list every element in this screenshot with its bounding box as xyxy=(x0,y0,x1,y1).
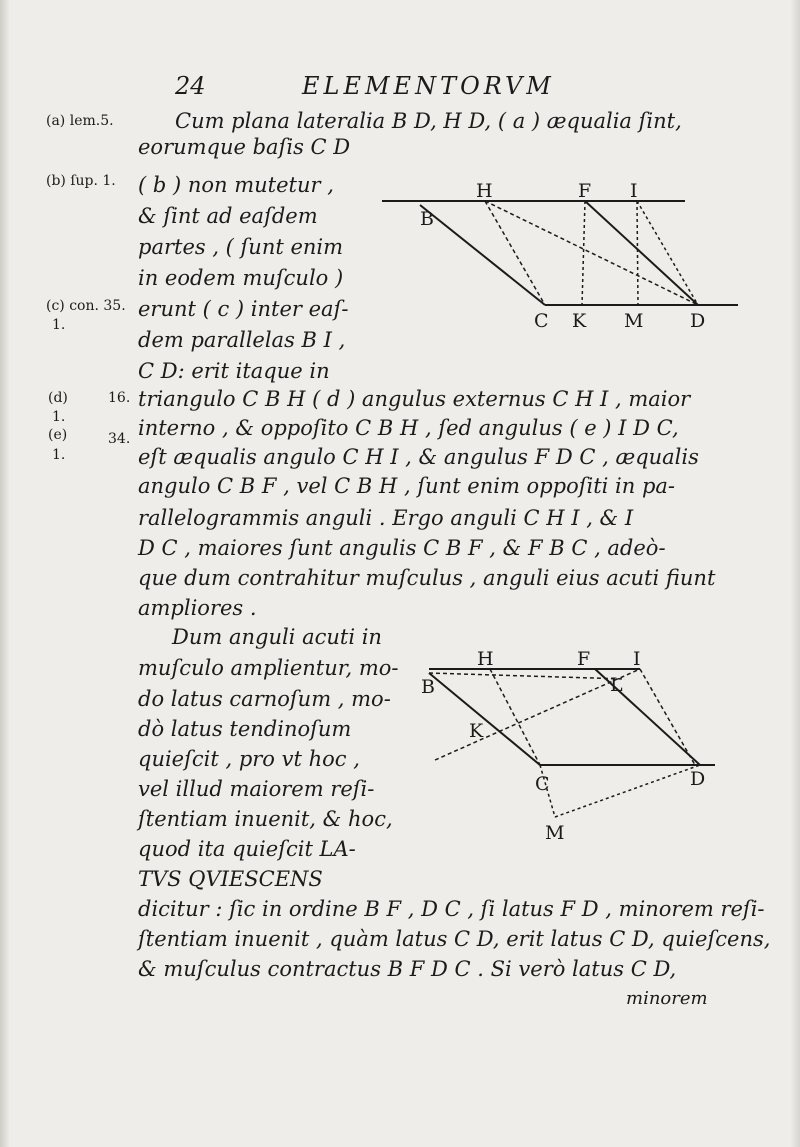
text-line: TVS QVIESCENS xyxy=(138,867,323,891)
text-line: & ſint ad eaſdem xyxy=(138,204,318,228)
margin-note: (c) con. 35. xyxy=(46,298,126,314)
text-line: dicitur : ſic in ordine B F , D C , ſi latus F D , minorem reſi- xyxy=(138,897,765,921)
text-line: D C , maiores ſunt angulis C B F , & F B C , adeò- xyxy=(138,536,666,560)
label-H: H xyxy=(476,180,493,202)
label-K: K xyxy=(572,310,587,332)
text-line: eſt æqualis angulo C H I , & angulus F D C , æqualis xyxy=(138,445,699,469)
text-line: dem parallelas B I , xyxy=(138,328,346,352)
dotted-HC xyxy=(485,201,545,305)
text-line: muſculo amplientur, mo- xyxy=(138,656,399,680)
label-I: I xyxy=(633,648,641,670)
side-BC xyxy=(429,673,540,765)
margin-note: (a) lem.5. xyxy=(46,113,114,129)
dotted-ID xyxy=(637,201,698,305)
label-B: B xyxy=(420,208,434,230)
text-line: triangulo C B H ( d ) angulus externus C H I , maior xyxy=(138,387,691,411)
label-M: M xyxy=(624,310,644,332)
text-line: eorumque baſis C D xyxy=(138,135,351,159)
dotted-FK xyxy=(582,201,585,305)
figure-parallelogram-1 xyxy=(360,175,750,335)
text-line: interno , & oppoſito C B H , ſed angulus ( e ) I D C, xyxy=(138,416,679,440)
text-line: ( b ) non mutetur , xyxy=(138,173,334,197)
label-D: D xyxy=(690,310,706,332)
text-line: C D: erit itaque in xyxy=(138,359,330,383)
side-FD xyxy=(585,201,698,305)
text-line: Cum plana lateralia B D, H D, ( a ) æqualia ſint, xyxy=(175,109,682,133)
label-C: C xyxy=(535,773,550,795)
margin-note: (e) xyxy=(48,427,68,443)
text-line: rallelogrammis anguli . Ergo anguli C H I , & I xyxy=(138,506,634,530)
side-BC xyxy=(420,205,545,305)
page-number: 24 xyxy=(175,72,206,100)
label-D: D xyxy=(690,768,706,790)
dotted-IM xyxy=(637,201,638,305)
running-title: ELEMENTORVM xyxy=(302,72,555,100)
page-right-edge xyxy=(790,0,800,1147)
text-line: dò latus tendinoſum xyxy=(138,717,352,741)
text-line: vel illud maiorem reſi- xyxy=(138,777,375,801)
label-M: M xyxy=(545,822,565,844)
margin-note: 1. xyxy=(52,409,66,425)
page-left-edge xyxy=(0,0,10,1147)
dotted-BL xyxy=(429,673,625,679)
label-K: K xyxy=(469,720,484,742)
text-line: do latus carnoſum , mo- xyxy=(138,687,391,711)
label-F: F xyxy=(577,648,591,670)
label-B: B xyxy=(421,676,435,698)
margin-note: (d) xyxy=(48,390,68,406)
text-line: quieſcit , pro vt hoc , xyxy=(138,747,360,771)
dotted-HD xyxy=(485,201,698,305)
margin-note: 34. xyxy=(108,431,131,447)
text-line: & muſculus contractus B F D C . Si verò latus C D, xyxy=(138,957,677,981)
text-line: que dum contrahitur muſculus , anguli eius acuti fiunt xyxy=(138,566,716,590)
figure-parallelogram-2 xyxy=(405,645,750,845)
text-line: ſtentiam inuenit , quàm latus C D, erit latus C D, quieſcens, xyxy=(138,927,771,951)
text-line: Dum anguli acuti in xyxy=(172,625,382,649)
margin-note: 1. xyxy=(52,317,66,333)
margin-note: 1. xyxy=(52,447,66,463)
text-line: in eodem muſculo ) xyxy=(138,266,344,290)
text-line: partes , ( ſunt enim xyxy=(138,235,344,259)
label-I: I xyxy=(630,180,638,202)
catchword: minorem xyxy=(626,988,708,1009)
dotted-MD xyxy=(555,765,700,817)
text-line: angulo C B F , vel C B H , ſunt enim oppoſiti in pa- xyxy=(138,474,676,498)
label-F: F xyxy=(578,180,592,202)
label-C: C xyxy=(534,310,549,332)
text-line: ſtentiam inuenit, & hoc, xyxy=(138,807,393,831)
text-line: erunt ( c ) inter eaſ- xyxy=(138,297,349,321)
text-line: quod ita quieſcit LA- xyxy=(138,837,356,861)
label-H: H xyxy=(477,648,494,670)
margin-note: 16. xyxy=(108,390,131,406)
text-line: ampliores . xyxy=(138,596,257,620)
label-L: L xyxy=(610,674,623,696)
margin-note: (b) ſup. 1. xyxy=(46,173,116,189)
